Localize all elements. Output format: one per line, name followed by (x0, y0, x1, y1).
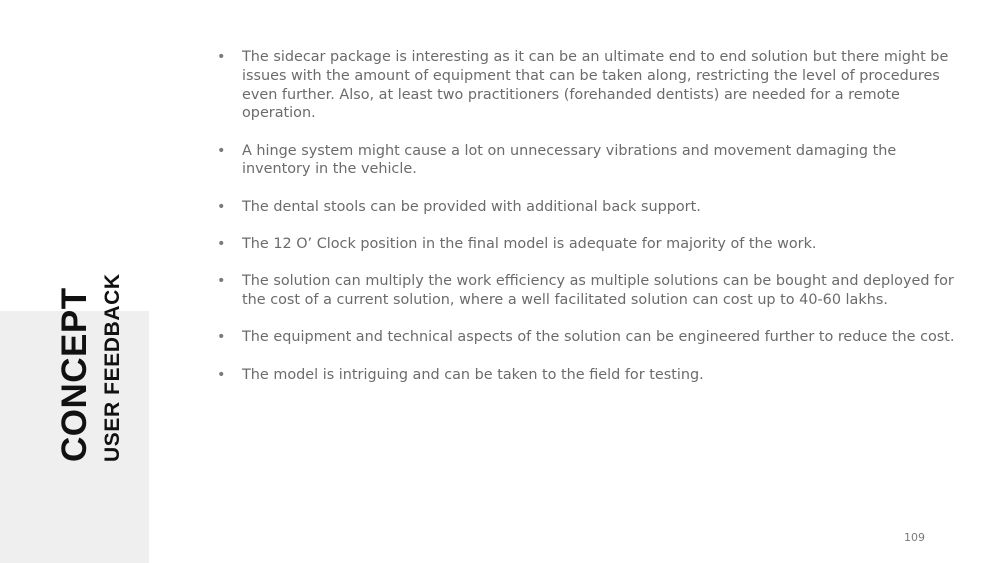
list-item (213, 198, 958, 217)
list-item-text: The sidecar package is interesting as it can be an ultimate end to end solution but there might be issues with the amount of equipment that can be taken along, restricting the level of procedures even further. Also, at least two practitioners (forehanded dentists) are needed for a remote operation. (242, 49, 949, 122)
list-item (213, 366, 958, 385)
page-number: 109 (904, 531, 925, 544)
bullet-icon: • (217, 273, 226, 290)
list-item-text: The 12 O’ Clock position in the final model is adequate for majority of the work. (242, 236, 817, 253)
list-item (213, 48, 958, 123)
bullet-icon: • (217, 198, 226, 215)
bullet-icon: • (217, 49, 226, 65)
list-item-text: The equipment and technical aspects of the solution can be engineered further to reduce the cost. (242, 329, 955, 346)
list-item (213, 235, 958, 254)
list-item (213, 272, 958, 310)
feedback-list (213, 48, 958, 403)
list-item-text: The model is intriguing and can be taken to the field for testing. (242, 366, 704, 383)
bullet-icon: • (217, 329, 226, 346)
section-title-main: CONCEPT (55, 287, 94, 462)
bullet-icon: • (217, 366, 226, 383)
list-item (213, 142, 958, 180)
section-title (55, 273, 127, 462)
bullet-icon: • (217, 236, 226, 253)
list-item-text: A hinge system might cause a lot on unnecessary vibrations and movement damaging the inventory in the vehicle. (242, 142, 897, 178)
bullet-icon: • (217, 142, 226, 159)
section-title-sub: USER FEEDBACK (101, 273, 124, 462)
list-item (213, 328, 958, 347)
list-item-text: The dental stools can be provided with additional back support. (242, 198, 701, 215)
list-item-text: The solution can multiply the work efficiency as multiple solutions can be bought and deployed for the cost of a current solution, where a well facilitated solution can cost up to 40-60 lakhs. (242, 273, 954, 309)
